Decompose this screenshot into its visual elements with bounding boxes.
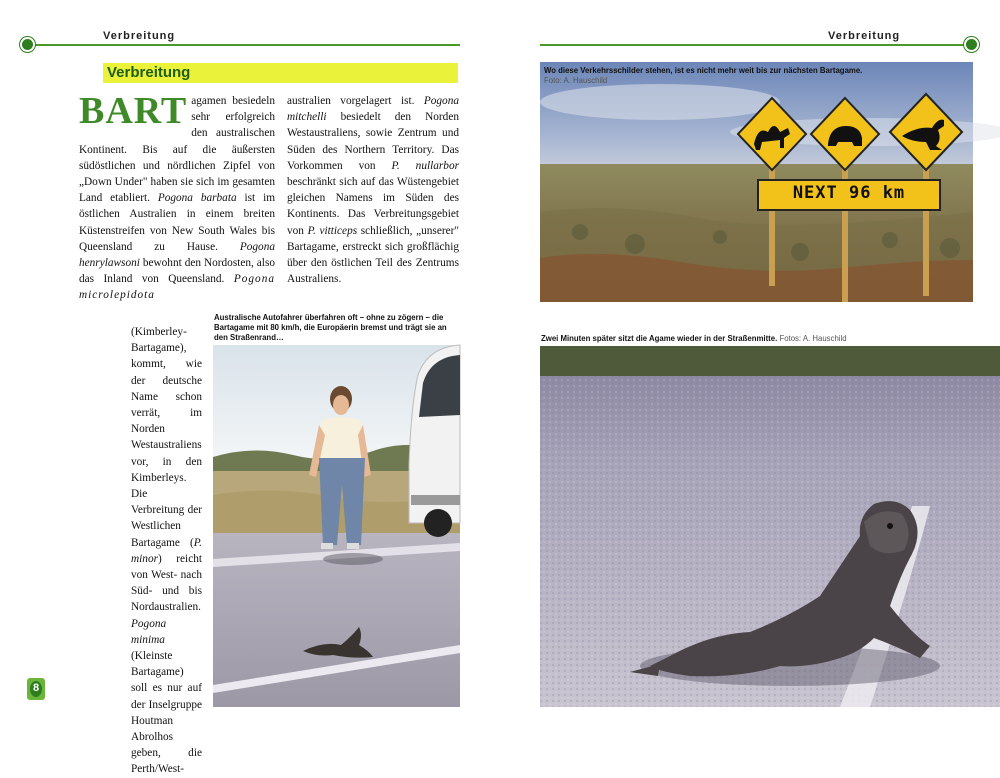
caption-top-right-credit: Foto: A. Hauschild [544, 76, 608, 85]
section-heading-bar [103, 63, 458, 83]
col2-text: australien vorgelagert ist. [287, 95, 424, 107]
photo-woman-roadside [213, 345, 460, 707]
caption-top-right-text: Wo diese Verkehrsschilder stehen, ist es nicht mehr weit bis zur nächsten Bartagame. [544, 66, 863, 75]
species-name: P. nullarbor [391, 159, 459, 172]
species-name: Pogona minima [131, 617, 167, 646]
photo-road-signs-image [540, 62, 973, 302]
running-title-right: Verbreitung [828, 30, 901, 42]
body-column-1 [79, 90, 275, 303]
page-number-badge [27, 678, 45, 700]
sign-distance-text: NEXT 96 km [792, 183, 906, 203]
page-number: 8 [32, 682, 40, 694]
section-heading: Verbreitung [107, 64, 191, 81]
species-name: Pogona barbata [157, 192, 237, 205]
species-name: Pogona microlepidota [79, 273, 275, 302]
header-rule-left [28, 44, 460, 46]
col1-narrow-text: (Kleinste Bartagame) soll es nur auf der Inselgruppe Houtman Abrolhos geben, die Perth/West- [131, 650, 202, 776]
photo-bearded-dragon-image [540, 346, 1000, 707]
species-name: Pogona mitchelli [287, 95, 459, 124]
body-column-2 [287, 93, 459, 308]
drop-cap: BART [79, 90, 188, 132]
header-bullet-left [22, 39, 33, 50]
caption-top-right [544, 66, 964, 86]
photo-woman-roadside-image [213, 345, 460, 707]
col1-text-lead: agamen besiedeln sehr erfolgreich den australischen Kontinent. Bis auf die äußersten südöstlichen und nördlichen Zipfel von „Down Under" haben sie sich im gesamten Land etabliert. [79, 95, 275, 205]
col1-text: bewohnt den Nordosten, also das Inland von Queensland. [79, 257, 275, 286]
caption-bottom-right-text: Zwei Minuten später sitzt die Agame wieder in der Straßenmitte. [541, 334, 778, 343]
header-rule-right [540, 44, 972, 46]
col1-narrow-text: (Kimberley-Bartagame), kommt, wie der deutsche Name schon verrät, im Norden Westaustraliens vor, in den Kimberleys. Die Verbreitung der Westlichen Bartagame ( [131, 326, 202, 549]
col2-text: schließlich, „unserer" Bartagame, erstreckt sich großflächig über den östlichen Teil des Zentrums Australiens. [287, 224, 459, 286]
caption-bottom-right [541, 334, 971, 344]
species-name: P. vitticeps [307, 224, 358, 237]
species-name: Pogona henrylawsoni [79, 240, 275, 270]
body-column-1-narrow [131, 324, 202, 776]
species-name: P. minor [131, 536, 202, 565]
photo-road-signs [540, 62, 973, 302]
col2-text: beschränkt sich auf das Wüstengebiet gleichen Namens im Süden des Kontinents. Das Verbreitungsgebiet von [287, 176, 459, 237]
col1-narrow-text: ) reicht von West- nach Süd- und bis Nordaustralien. [131, 552, 202, 614]
caption-left-photo: Australische Autofahrer überfahren oft – ohne zu zögern – die Bartagame mit 80 km/h, die Europäerin bremst und trägt sie an den Straßenrand… [214, 313, 447, 342]
header-bullet-right [966, 39, 977, 50]
col1-text: ist im östlichen Australien in einem breiten Küstenstreifen von New South Wales bis Queensland zu Hause. [79, 192, 275, 253]
caption-bottom-right-credit: Fotos: A. Hauschild [779, 334, 847, 343]
photo-bearded-dragon [540, 346, 1000, 707]
running-title-left: Verbreitung [103, 30, 176, 42]
col2-text: besiedelt den Norden Westaustraliens, sowie Zentrum und Süden des Northern Territory. Das Vorkommen von [287, 111, 459, 172]
